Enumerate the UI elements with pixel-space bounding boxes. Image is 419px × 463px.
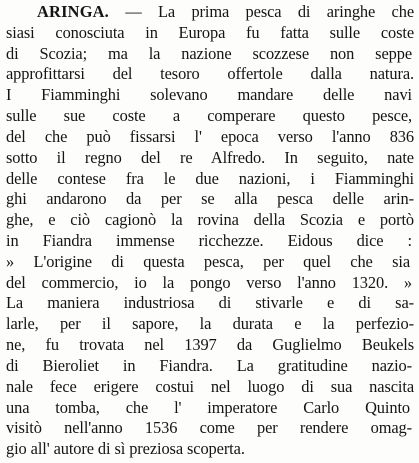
article-line-1-text: — La prima pesca di aringhe che	[108, 2, 414, 21]
article-line-15: La maniera industriosa di stivarle e di sa-	[6, 293, 414, 313]
article-line-14: del commercio, io la pongo verso l'anno 1320. »	[6, 272, 412, 292]
article-line-5: I Fiamminghi solevano mandare delle navi	[6, 85, 412, 105]
article-line-17: ne, fu trovata nel 1397 da Guglielmo Beukels	[6, 335, 414, 355]
article-line-6: sulle sue coste a comperare questo pesce,	[6, 106, 412, 126]
article-line-12: in Fiandra immense ricchezze. Eidous dice :	[6, 231, 412, 250]
article-line-18: di Bieroliet in Fiandra. La gratitudine nazio-	[6, 355, 412, 375]
article-line-9: delle contese fra le due nazioni, i Fiamminghi	[6, 168, 414, 188]
article-line-16: larle, per il sapore, la durata e la perfezio-	[6, 314, 414, 334]
article-line-2: siasi conosciuta in Europa fu fatta sulle coste	[6, 22, 414, 42]
article-line-19: nale fece erigere costui nel luogo di sua nascita	[6, 376, 414, 396]
article-line-20: una tomba, che l' imperatore Carlo Quinto	[6, 397, 410, 417]
article-line-1	[37, 2, 414, 23]
article-line-10: ghi andarono da per se alla pesca delle arin-	[6, 189, 414, 209]
article-line-8: sotto il regno del re Alfredo. In seguito, nate	[6, 147, 414, 167]
article-line-11: ghe, e ciò cagionò la rovina della Scozia e portò	[6, 210, 414, 230]
article-line-7: del che può fissarsi l' epoca verso l'anno 836	[6, 126, 414, 146]
article-line-22: gio all' autore di sì preziosa scoperta.	[6, 439, 245, 459]
article-line-3: di Scozia; ma la nazione scozzese non seppe	[6, 43, 412, 63]
article-line-4: approfittarsi del tesoro offertole dalla natura.	[6, 64, 414, 84]
article-lemma: ARINGA.	[37, 2, 109, 21]
article-line-21: visitò nell'anno 1536 come per rendere omag-	[6, 418, 412, 438]
article-line-13: » L'origine di questa pesca, per quel che sia	[6, 251, 410, 271]
